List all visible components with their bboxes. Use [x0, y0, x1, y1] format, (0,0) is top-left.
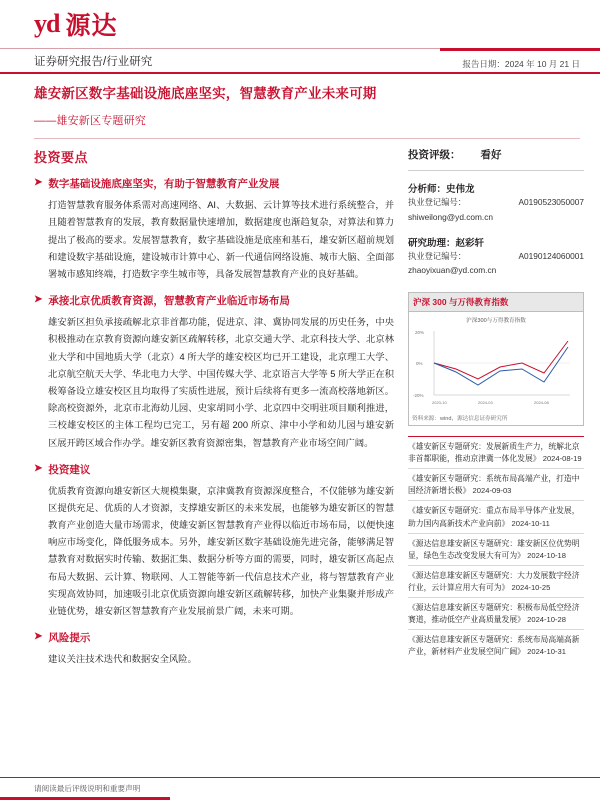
analyst-email[interactable]: shiweilong@yd.com.cn: [408, 211, 493, 222]
list-item[interactable]: [408, 565, 584, 597]
report-date: 报告日期：2024 年 10 月 21 日: [462, 59, 580, 69]
block-paragraph: 打造智慧教育服务体系需对高速网络、AI、大数据、云计算等技术进行系统整合，并且随着智慧教育的发展，教育数据量快速增加，数据建度也渐趋复杂，对算法和算力提出了极高的要求。发展智慧教育，数字基础设施是底座和基石，雄安新区超前规划和建设数字基础设施，建设城市计算中心、新一代通信网络设施、城市大脑、全面部署城市感知终端，打造数字孪生城市等，具备发展智慧教育产业的良好基础。: [48, 200, 394, 279]
block-heading-text: 投资建议: [48, 463, 91, 476]
chart-source: 资料来源：wind，源达信息证券研究所: [412, 416, 508, 423]
block-paragraph: 雄安新区担负承接疏解北京非首都功能，促进京、津、冀协同发展的历史任务，中央积极推动在京教育资源向雄安新区疏解转移，北京交通大学、北京科技大学、北京林业大学和中国地质大学（北京）4 所大学的雄安校区均已开工建设，北京理工大学、北京航空航天大学、华北电力大学、中国传媒大学、北京语言大学等 5 所大学正在积极筹备设立雄安校区且均取得了实质性进展，预计后续将有更多一流高校落地新区。除高校资源外，北京市北海幼儿园、史家胡同小学、北京四中交明驻项目顺利推进，三校雄安校区的主体工程均已完工，另有超 200 所京、津中小学和幼儿园与雄安新区展开跨区域合作办学。雄安新区教育资源密集，智慧教育产业市场空间广阔。: [48, 317, 394, 448]
svg-text:0%: 0%: [416, 361, 423, 367]
arrow-right-icon: ➤: [34, 294, 43, 306]
related-report-date: 2024-10-31: [527, 647, 566, 657]
sidebar-divider: [408, 170, 584, 171]
assistant-email[interactable]: zhaoyixuan@yd.com.cn: [408, 265, 497, 276]
related-report-title: 《源达信息雄安新区专题研究：积极布局低空经济赛道，推动低空产业高质量发展》: [408, 602, 580, 624]
sidebar: [408, 147, 584, 674]
related-report-date: 2024-08-19: [542, 454, 582, 464]
block-heading: [34, 293, 394, 308]
report-category: 证券研究报告/行业研究: [34, 55, 153, 68]
assistant-license: [408, 249, 584, 264]
block-paragraph: 建议关注技术迭代和数据安全风险。: [48, 654, 197, 665]
block-heading: [34, 462, 394, 477]
assistant-license-value: A0190124060001: [518, 250, 584, 261]
chart-legend: 沪深300与万得教育指数: [466, 318, 526, 325]
analyst-block: [408, 181, 584, 224]
block-heading-text: 承接北京优质教育资源，智慧教育产业临近市场布局: [48, 295, 290, 308]
content-block: [34, 630, 394, 668]
analyst-license-label: 执业登记编号：: [408, 197, 467, 208]
footer: [0, 777, 600, 800]
related-report-title: 《雄安新区专题研究：发展新质生产力，统解北京非首都职能，推动京津冀一体化发展》: [408, 442, 580, 464]
related-report-title: 《雄安新区专题研究：系统布局高端产业，打造中国经济新增长极》: [408, 474, 580, 496]
list-item[interactable]: [408, 500, 584, 532]
svg-text:2024-08: 2024-08: [534, 400, 549, 406]
related-report-title: 《源达信息雄安新区专题研究：大力发展数字经济行业，云计算应用大有可为》: [408, 570, 580, 592]
related-report-date: 2024-10-11: [511, 518, 550, 528]
svg-text:-20%: -20%: [413, 393, 424, 399]
block-heading-text: 数字基础设施底座坚实，有助于智慧教育产业发展: [48, 178, 280, 191]
rating-value: 看好: [480, 149, 502, 162]
svg-text:2024-03: 2024-03: [478, 400, 493, 406]
list-item[interactable]: [408, 436, 584, 468]
logo: [34, 6, 117, 42]
page-title: 雄安新区数字基础设施底座坚实，智慧教育产业未来可期: [34, 86, 377, 101]
block-heading-text: 风险提示: [48, 632, 91, 645]
chart-title: 沪深 300 与万得教育指数: [409, 293, 583, 312]
rating-label: 投资评级：: [408, 149, 461, 162]
section-title: 投资要点: [34, 150, 89, 166]
chart-body: [409, 312, 583, 413]
body: [0, 139, 600, 674]
content-block: [34, 176, 394, 283]
list-item[interactable]: [408, 533, 584, 565]
title-block: [0, 74, 600, 132]
analyst-name: 分析师：史伟龙: [408, 184, 475, 196]
arrow-right-icon: ➤: [34, 177, 43, 189]
footer-note: 请阅读最后评级说明和重要声明: [34, 784, 141, 793]
logo-text: 源达: [65, 12, 118, 40]
analyst-license-value: A0190523050007: [518, 197, 584, 208]
related-report-title: 《源达信息雄安新区专题研究：系统布局高端高新产业，新材料产业发展空间广阔》: [408, 635, 580, 657]
assistant-license-label: 执业登记编号：: [408, 250, 467, 261]
line-chart: [412, 325, 576, 411]
related-report-date: 2024-09-03: [472, 486, 512, 496]
chart-card: [408, 292, 584, 426]
block-heading: [34, 630, 394, 645]
related-report-title: 《雄安新区专题研究：重点布局半导体产业发展，助力国内高新技术产业向前》: [408, 506, 580, 528]
arrow-right-icon: ➤: [34, 631, 43, 643]
content-block: [34, 462, 394, 621]
related-report-title: 《源达信息雄安新区专题研究：雄安新区位优势明显，绿色生态改变发展大有可为》: [408, 538, 580, 560]
assistant-name: 研究助理：赵彩轩: [408, 237, 485, 249]
rating-row: [408, 147, 584, 162]
brand-header: [0, 0, 600, 48]
list-item[interactable]: [408, 629, 584, 661]
related-report-date: 2024-10-18: [527, 550, 566, 560]
svg-text:20%: 20%: [415, 330, 425, 336]
arrow-right-icon: ➤: [34, 462, 43, 474]
related-reports-list: [408, 436, 584, 661]
list-item[interactable]: [408, 597, 584, 629]
report-category-bar: [0, 48, 600, 74]
block-paragraph: 优质教育资源向雄安新区大规模集聚，京津冀教育资源深度整合，不仅能够为雄安新区提供充足、优质的人才资源，支撑雄安新区的未来发展，也能够为雄安新区的智慧教育产业创造大量市场需求，使雄安新区智慧教育产业得以临近市场布局，以便快速响应市场变化，降低服务成本。另外，雄安新区数字基础设施先进完备，能够满足智慧教育对数据实时传输、数据汇集、数据分析等方面的需要，同时，雄安新区高起点布局大数据、云计算、物联网、人工智能等新一代信息技术产业，将与智慧教育产业实现高效协同，加速吸引北京优质资源向雄安新区疏解转移，加快产业集聚并形成产业链优势，雄安新区智慧教育产业发展前景广阔，未来可期。: [48, 485, 394, 616]
block-heading: [34, 176, 394, 191]
related-report-date: 2024-10-28: [527, 614, 566, 624]
analyst-license: [408, 195, 584, 210]
page-subtitle: ——雄安新区专题研究: [34, 115, 146, 128]
svg-text:2023-10: 2023-10: [432, 400, 447, 406]
related-report-date: 2024-10-25: [511, 582, 551, 592]
list-item[interactable]: [408, 468, 584, 500]
assistant-block: [408, 235, 584, 278]
logo-mark-icon: yd: [34, 9, 60, 38]
main-content: [34, 147, 394, 674]
content-block: [34, 293, 394, 452]
